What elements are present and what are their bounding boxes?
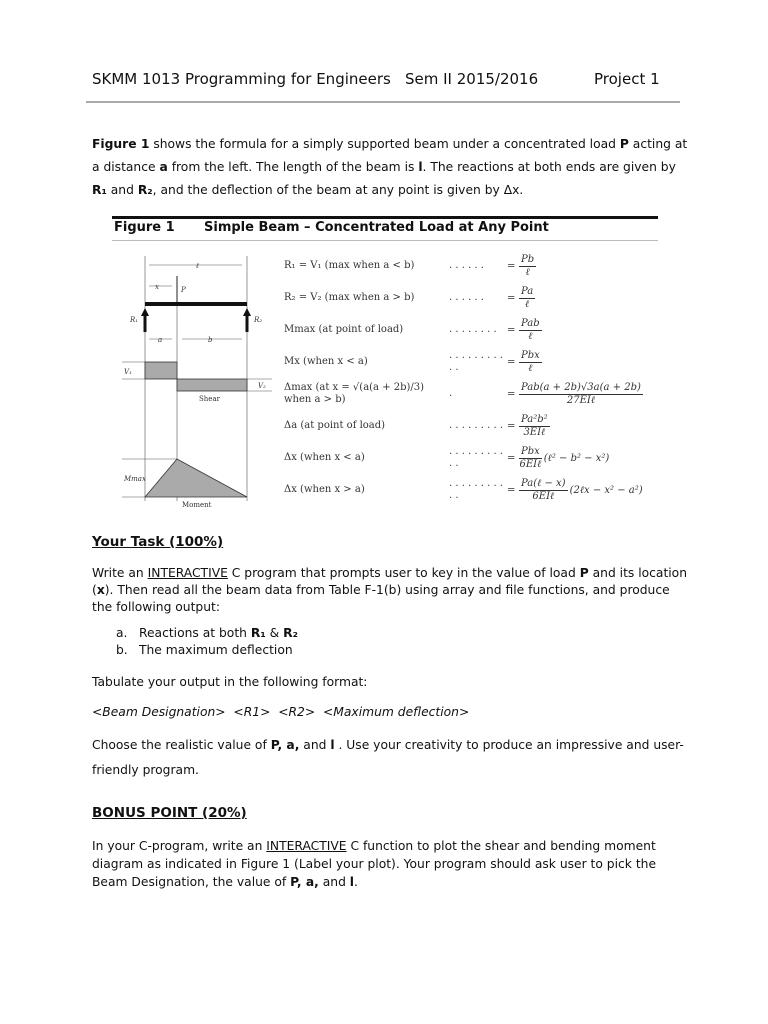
- bold-text: R₁: [92, 183, 107, 197]
- formula-row: [284, 250, 658, 282]
- formula-label: Δx (when x > a): [284, 484, 365, 495]
- r1-label: R₁: [130, 316, 139, 324]
- a-label: a: [158, 336, 163, 344]
- formula-label: Δmax (at x = √(a(a + 2b)/3) when a > b): [284, 382, 425, 405]
- tabulate-text: Tabulate your output in the following format:: [92, 675, 368, 689]
- bold-text: R₁: [250, 626, 266, 640]
- bold-text: Figure 1: [92, 137, 150, 151]
- equals-sign: =: [507, 420, 516, 432]
- formula-label: Δa (at point of load): [284, 420, 386, 431]
- formula-expression: [519, 414, 658, 439]
- formula-label: Mx (when x < a): [284, 356, 368, 367]
- denominator: 27EIℓ: [566, 394, 595, 406]
- text: C function to plot the shear and bending moment diagram as indicated in Figure 1 (Label your plot). Your program should ask user to pick the Beam Designation, the value of: [92, 839, 657, 889]
- text: Reactions at both: [139, 626, 251, 640]
- formula-expression: [519, 350, 658, 375]
- moment-diagram: [145, 459, 247, 497]
- equals-sign: =: [507, 484, 516, 496]
- text: shows the formula for a simply supported beam under a concentrated load: [149, 137, 620, 151]
- formula-expression: [519, 446, 658, 471]
- text: . The reactions at both ends are given by: [422, 160, 676, 174]
- formula-dots: .: [449, 388, 453, 399]
- equals-sign: =: [507, 260, 516, 272]
- formula-suffix: (ℓ² − b² − x²): [543, 452, 610, 464]
- task-paragraph: [92, 565, 690, 616]
- v1-label: V₁: [124, 368, 132, 376]
- list-marker: b.: [116, 643, 128, 657]
- intro-paragraph: [92, 133, 690, 202]
- text: ). Then read all the beam data from Table F-1(b) using array and file functions, and produce the following output:: [92, 583, 670, 614]
- formula-fraction: [519, 286, 535, 311]
- formula-label: R₁ = V₁ (max when a < b): [284, 260, 415, 271]
- formula-row: [284, 474, 658, 506]
- formula-fraction: [519, 382, 643, 407]
- figure-title: Simple Beam – Concentrated Load at Any Point: [204, 220, 549, 235]
- formula-fraction: [519, 318, 542, 343]
- length-label: ℓ: [196, 262, 199, 270]
- bold-text: P: [619, 137, 629, 151]
- numerator: Pbx: [521, 349, 540, 361]
- formula-fraction: [519, 414, 550, 439]
- list-marker: a.: [116, 626, 128, 640]
- bold-text: P, a,: [290, 875, 319, 889]
- formula-expression: [519, 254, 658, 279]
- list-item: [116, 642, 690, 659]
- text: Write an: [92, 566, 148, 580]
- shear-negative: [177, 379, 247, 391]
- task-heading: Your Task (100%): [92, 534, 224, 550]
- bold-text: R₂: [283, 626, 298, 640]
- text: &: [265, 626, 284, 640]
- formula-expression: [519, 382, 658, 407]
- text: and: [318, 875, 350, 889]
- b-label: b: [208, 336, 213, 344]
- output-format: <Beam Designation> <R1> <R2> <Maximum deflection>: [92, 705, 470, 719]
- equals-sign: =: [507, 356, 516, 368]
- formula-fraction: [519, 478, 568, 503]
- numerator: Pbx: [521, 445, 540, 457]
- text: and its location (: [92, 566, 688, 597]
- underlined-text: INTERACTIVE: [266, 839, 347, 853]
- bold-text: P: [579, 566, 589, 580]
- bold-text: l: [349, 875, 354, 889]
- numerator: Pab: [521, 317, 540, 329]
- formula-dots: . . . . . .: [449, 260, 484, 271]
- equals-sign: =: [507, 292, 516, 304]
- text: from the left. The length of the beam is: [167, 160, 419, 174]
- reaction-arrow-r1-icon: [141, 308, 149, 332]
- beam: [145, 302, 247, 306]
- formula-row: [284, 346, 658, 378]
- numerator: Pa(ℓ − x): [521, 477, 566, 489]
- denominator: 6EIℓ: [532, 490, 555, 502]
- denominator: ℓ: [525, 266, 530, 278]
- choose-paragraph: [92, 733, 690, 783]
- bold-text: a: [159, 160, 168, 174]
- figure-number: Figure 1: [114, 220, 175, 235]
- text: C program that prompts user to key in the value of load: [227, 566, 580, 580]
- moment-label: Moment: [182, 501, 212, 509]
- semester: Sem II 2015/2016: [405, 70, 539, 88]
- bold-text: l: [418, 160, 423, 174]
- formula-expression: [519, 478, 658, 503]
- formula-dots: . . . . . . . . .: [449, 420, 504, 431]
- formula-dots: . . . . . .: [449, 292, 484, 303]
- denominator: 6EIℓ: [519, 458, 542, 470]
- reaction-arrow-r2-icon: [243, 308, 251, 332]
- formula-label: R₂ = V₂ (max when a > b): [284, 292, 415, 303]
- header-divider: [86, 101, 680, 103]
- formula-label: Δx (when x < a): [284, 452, 365, 463]
- denominator: ℓ: [525, 298, 530, 310]
- figure-1: [112, 216, 658, 514]
- numerator: Pb: [521, 253, 535, 265]
- text: and: [106, 183, 138, 197]
- formula-suffix: (2ℓx − x² − a²): [569, 484, 643, 496]
- formula-dots: . . . . . . . . . . .: [449, 478, 504, 501]
- text: . Use your creativity to produce an impressive and user-friendly program.: [92, 738, 684, 777]
- text: Choose the realistic value of: [92, 738, 271, 752]
- load-label: P: [181, 286, 186, 294]
- formula-fraction: [519, 446, 542, 471]
- beam-diagram: [112, 216, 282, 514]
- r2-label: R₂: [254, 316, 263, 324]
- output-list: [116, 625, 690, 659]
- bonus-paragraph: [92, 837, 690, 891]
- bold-text: l: [330, 738, 335, 752]
- shear-label: Shear: [199, 395, 220, 403]
- formula-row: [284, 442, 658, 474]
- shear-positive: [145, 362, 177, 379]
- formula-list: [284, 250, 658, 506]
- formula-fraction: [519, 254, 536, 279]
- equals-sign: =: [507, 388, 516, 400]
- formula-row: [284, 314, 658, 346]
- denominator: 3EIℓ: [523, 426, 546, 438]
- formula-dots: . . . . . . . . . . .: [449, 446, 504, 469]
- text: acting at a distance: [92, 137, 688, 174]
- formula-label: Mmax (at point of load): [284, 324, 404, 335]
- bold-text: P, a,: [270, 738, 300, 752]
- course-title: SKMM 1013 Programming for Engineers: [92, 70, 391, 88]
- x-label: x: [155, 283, 159, 291]
- text: , and the deflection of the beam at any point is given by Δx.: [152, 183, 524, 197]
- bold-text: R₂: [137, 183, 153, 197]
- numerator: Pa²b²: [521, 413, 548, 425]
- formula-row: [284, 378, 658, 410]
- denominator: ℓ: [528, 330, 533, 342]
- text: In your C-program, write an: [92, 839, 267, 853]
- formula-expression: [519, 318, 658, 343]
- equals-sign: =: [507, 452, 516, 464]
- denominator: ℓ: [528, 362, 533, 374]
- formula-dots: . . . . . . . . . . .: [449, 350, 504, 373]
- numerator: Pa: [521, 285, 534, 297]
- text: The maximum deflection: [139, 643, 293, 657]
- formula-expression: [519, 286, 658, 311]
- text: .: [354, 875, 358, 889]
- underlined-text: INTERACTIVE: [147, 566, 228, 580]
- formula-fraction: [519, 350, 542, 375]
- formula-row: [284, 410, 658, 442]
- numerator: Pab(a + 2b)√3a(a + 2b): [521, 381, 641, 393]
- project-label: Project 1: [594, 70, 660, 88]
- mmax-label: Mmax: [124, 475, 146, 483]
- document-body: [92, 133, 690, 891]
- bonus-heading: BONUS POINT (20%): [92, 805, 247, 821]
- text: and: [299, 738, 331, 752]
- list-item: [116, 625, 690, 642]
- v2-label: V₂: [258, 382, 266, 390]
- bold-text: x: [96, 583, 105, 597]
- formula-dots: . . . . . . . .: [449, 324, 497, 335]
- equals-sign: =: [507, 324, 516, 336]
- formula-row: [284, 282, 658, 314]
